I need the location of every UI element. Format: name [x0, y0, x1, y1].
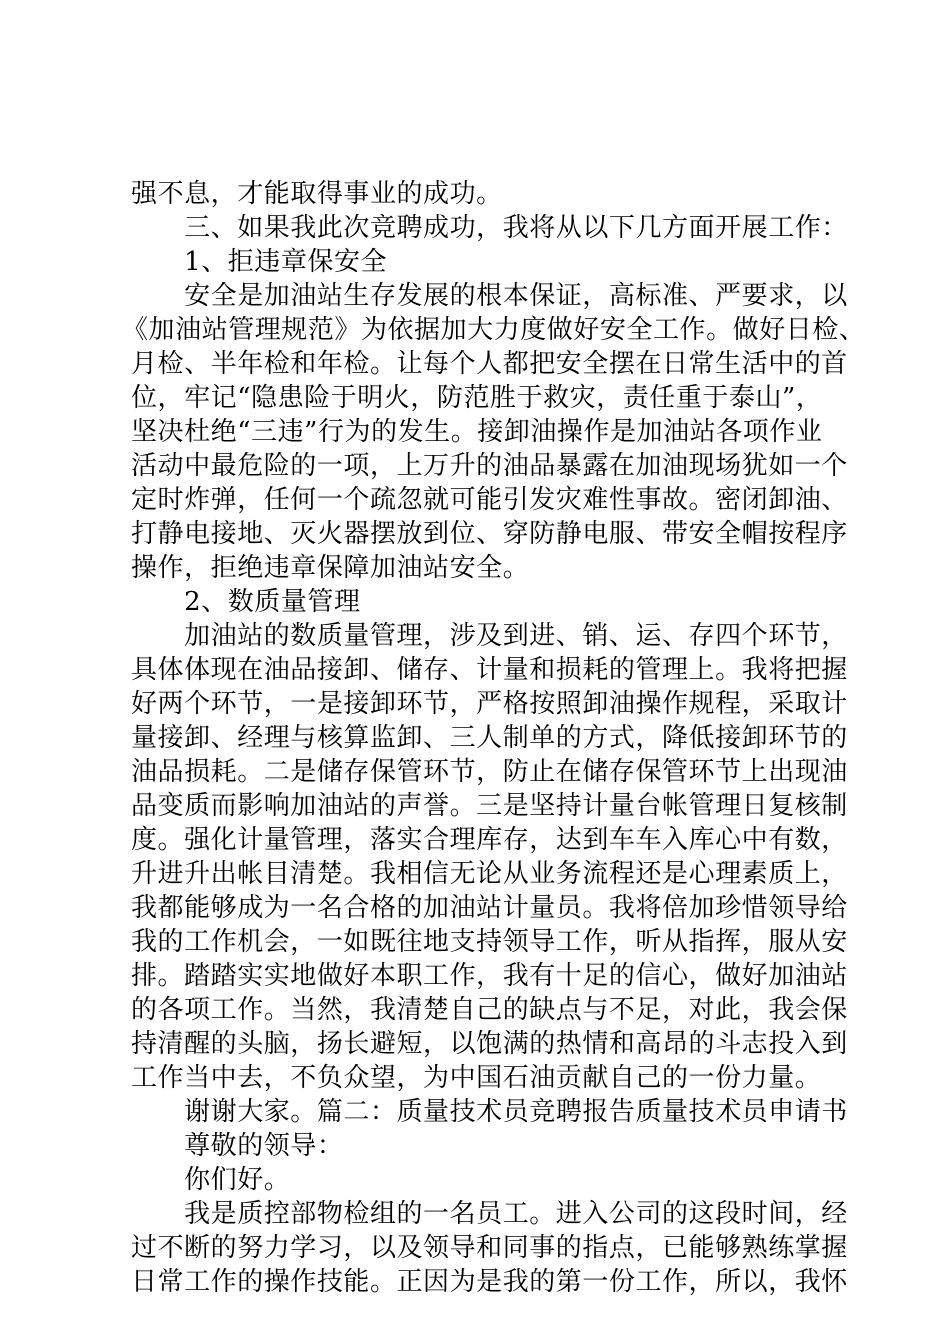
- text-line: 升进升出帐目清楚。我相信无论从业务流程还是心理素质上，: [131, 859, 848, 889]
- text-line: 具体体现在油品接卸、储存、计量和损耗的管理上。我将把握: [131, 655, 848, 685]
- text-line: 工作当中去，不负众望，为中国石油贡献自己的一份力量。: [131, 1063, 822, 1093]
- text-line: 油品损耗。二是储存保管环节，防止在储存保管环节上出现油: [131, 757, 848, 787]
- text-line: 排。踏踏实实地做好本职工作，我有十足的信心，做好加油站: [131, 961, 848, 991]
- section-heading: 2、数质量管理: [131, 587, 361, 617]
- text-line: 我都能够成为一名合格的加油站计量员。我将倍加珍惜领导给: [131, 893, 848, 923]
- text-line: 安全是加油站生存发展的根本保证，高标准、严要求，以: [131, 281, 848, 311]
- text-line: 月检、半年检和年检。让每个人都把安全摆在日常生活中的首: [131, 349, 848, 379]
- text-line: 活动中最危险的一项，上万升的油品暴露在加油现场犹如一个: [131, 451, 848, 481]
- text-line: 定时炸弹，任何一个疏忽就可能引发灾难性事故。密闭卸油、: [131, 485, 848, 515]
- text-line: 的各项工作。当然，我清楚自己的缺点与不足，对此，我会保: [131, 995, 848, 1025]
- text-line: 打静电接地、灭火器摆放到位、穿防静电服、带安全帽按程序: [131, 519, 848, 549]
- text-line: 《加油站管理规范》为依据加大力度做好安全工作。做好日检、: [122, 315, 866, 345]
- text-line: 三、如果我此次竞聘成功，我将从以下几方面开展工作：: [131, 213, 848, 243]
- salutation: 尊敬的领导：: [131, 1131, 344, 1161]
- text-line: 我的工作机会，一如既往地支持领导工作，听从指挥，服从安: [131, 927, 848, 957]
- text-line: 品变质而影响加油站的声誉。三是坚持计量台帐管理日复核制: [131, 791, 848, 821]
- text-line: 日常工作的操作技能。正因为是我的第一份工作，所以，我怀: [131, 1267, 848, 1297]
- text-line: 好两个环节，一是接卸环节，严格按照卸油操作规程，采取计: [131, 689, 848, 719]
- text-line: 谢谢大家。篇二：质量技术员竞聘报告质量技术员申请书: [131, 1097, 848, 1127]
- text-line: 度。强化计量管理，落实合理库存，达到车车入库心中有数，: [131, 825, 848, 855]
- text-line: 位，牢记“隐患险于明火，防范胜于救灾，责任重于泰山”，: [131, 383, 823, 413]
- text-line: 操作，拒绝违章保障加油站安全。: [131, 553, 530, 583]
- section-heading: 1、拒违章保安全: [131, 247, 388, 277]
- text-line: 加油站的数质量管理，涉及到进、销、运、存四个环节，: [131, 621, 848, 651]
- text-line: 我是质控部物检组的一名员工。进入公司的这段时间，经: [131, 1199, 848, 1229]
- text-line: 过不断的努力学习，以及领导和同事的指点，已能够熟练掌握: [131, 1233, 848, 1263]
- text-line: 量接卸、经理与核算监卸、三人制单的方式，降低接卸环节的: [131, 723, 848, 753]
- greeting: 你们好。: [131, 1165, 291, 1195]
- text-line: 持清醒的头脑，扬长避短，以饱满的热情和高昂的斗志投入到: [131, 1029, 848, 1059]
- text-line: 坚决杜绝“三违”行为的发生。接卸油操作是加油站各项作业: [131, 417, 823, 447]
- text-line: 强不息，才能取得事业的成功。: [131, 179, 503, 209]
